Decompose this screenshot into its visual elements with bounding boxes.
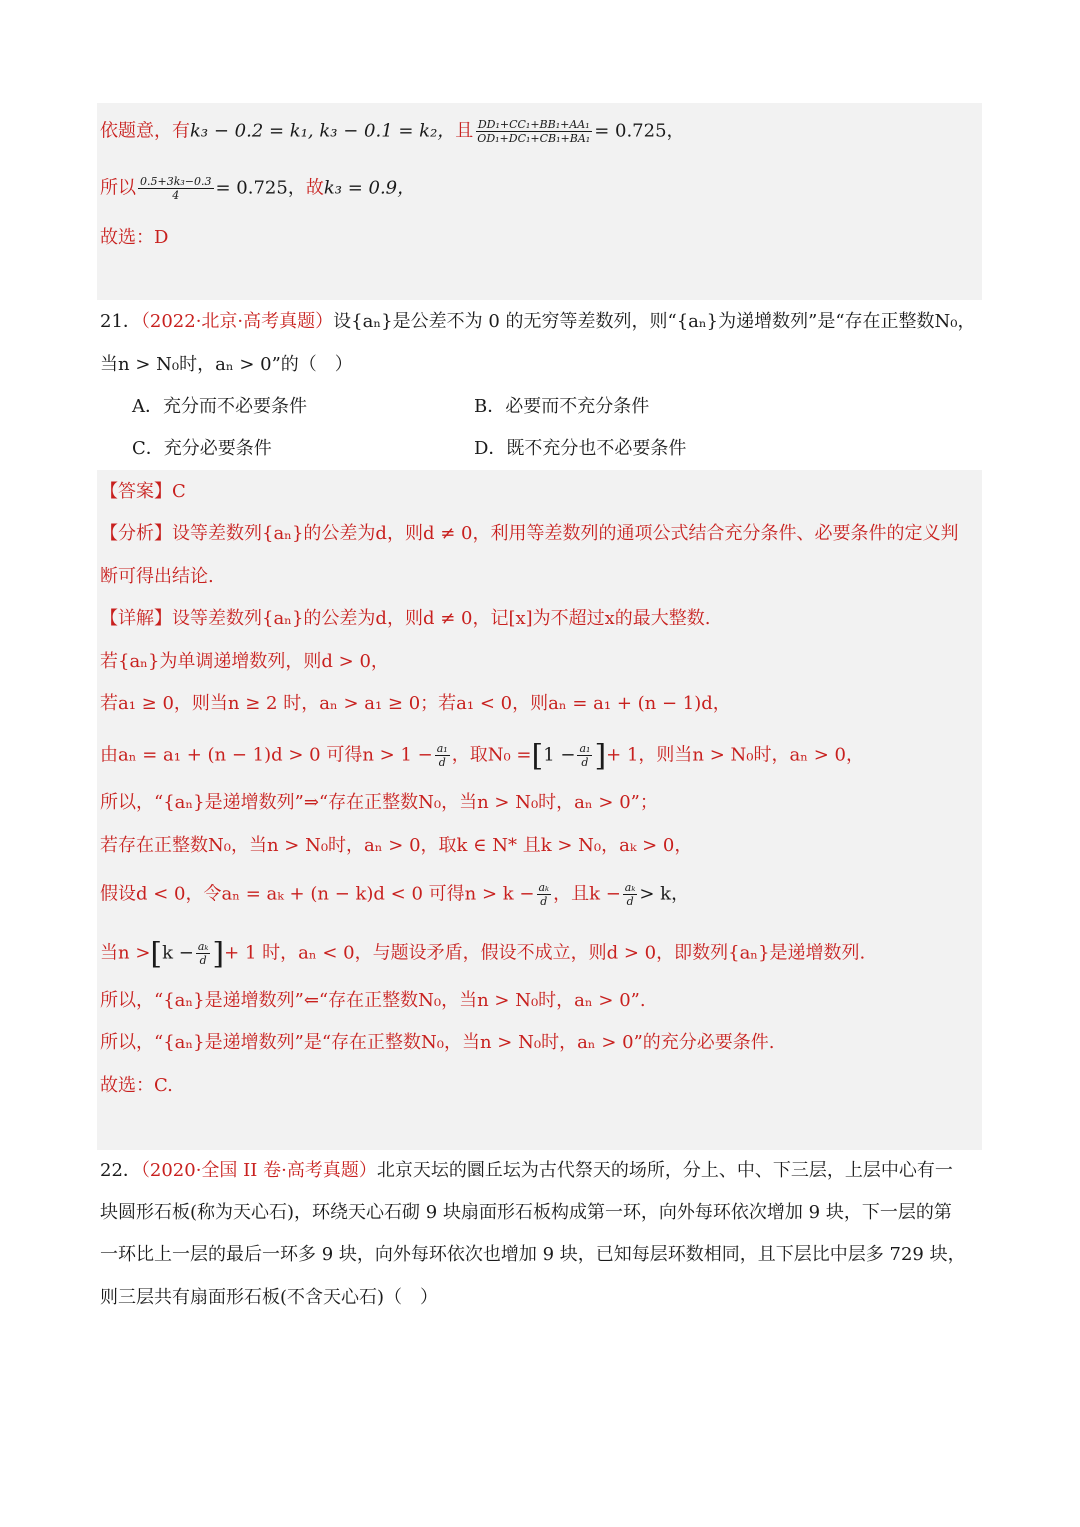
detail-line: 若存在正整数N₀，当n > N₀时，aₙ > 0，取k ∈ N* 且k > N₀，aₖ > 0，	[100, 835, 693, 856]
fraction-denominator: d	[626, 895, 634, 908]
math-expression: 1 −	[543, 744, 576, 766]
fraction-denominator: 4	[172, 189, 180, 202]
answer-line	[100, 480, 186, 504]
math-expression: k₃ = 0.9，	[323, 177, 416, 199]
option-a: A．充分而不必要条件	[132, 396, 307, 417]
fraction	[577, 742, 592, 769]
question-number: 21．	[100, 311, 141, 332]
detail-line: 若{aₙ}为单调递增数列，则d > 0，	[100, 651, 389, 672]
question-source: （2020·全国 II 卷·高考真题）	[140, 1160, 377, 1181]
detail-text: 设等差数列{aₙ}的公差为d，则d ≠ 0，记[x]为不超过x的最大整数.	[172, 608, 711, 629]
fraction-denominator: d	[438, 756, 446, 769]
detail-text: ，且k −	[553, 883, 621, 905]
fraction	[623, 881, 638, 908]
fraction-numerator: aₖ	[624, 881, 636, 894]
option-d: D．既不充分也不必要条件	[474, 438, 687, 459]
analysis-text: 设等差数列{aₙ}的公差为d，则d ≠ 0，利用等差数列的通项公式结合充分条件、必要条件的定义判	[172, 523, 959, 544]
question-number: 22．	[100, 1160, 141, 1181]
detail-line	[100, 881, 689, 908]
answer-tag: 【答案】	[100, 481, 172, 502]
question-22-stem-cont: 则三层共有扇面形石板(不含天心石)（ ）	[100, 1287, 439, 1308]
math-expression: > k，	[639, 883, 690, 905]
fraction-numerator: 0.5+3k₃−0.3	[140, 175, 212, 188]
solution-text: 所以	[100, 177, 136, 199]
math-expression: k −	[162, 942, 194, 964]
conclusion-text: 故选：D	[100, 227, 169, 248]
fraction	[537, 881, 552, 908]
detail-text: 当n >	[100, 942, 151, 964]
analysis-tag: 【分析】	[100, 523, 172, 544]
question-source: （2022·北京·高考真题）	[140, 311, 334, 332]
analysis-line	[100, 522, 958, 546]
detail-text: + 1，则当n > N₀时，aₙ > 0，	[606, 744, 864, 766]
left-bracket: [	[531, 738, 544, 774]
question-text: 设{aₙ}是公差不为 0 的无穷等差数列，则“{aₙ}为递增数列”是“存在正整数N₀，	[333, 311, 976, 332]
detail-line: 若a₁ ≥ 0，则当n ≥ 2 时，aₙ > a₁ ≥ 0；若a₁ < 0，则aₙ = a₁ + (n − 1)d，	[100, 693, 731, 714]
fraction-numerator: a₁	[436, 742, 448, 755]
math-expression: = 0.725，	[215, 177, 306, 199]
fraction-denominator: d	[540, 895, 548, 908]
detail-text: 假设d < 0，令aₙ = aₖ + (n − k)d < 0 可得n > k −	[100, 883, 535, 905]
detail-text: 由aₙ = a₁ + (n − 1)d > 0 可得n > 1 −	[100, 744, 433, 766]
question-text: 北京天坛的圜丘坛为古代祭天的场所，分上、中、下三层，上层中心有一	[376, 1160, 953, 1181]
detail-tag: 【详解】	[100, 608, 172, 629]
question-22-stem-cont: 块圆形石板(称为天心石)，环绕天心石砌 9 块扇面形石板构成第一环，向外每环依次增加 9 块，下一层的第	[100, 1202, 952, 1223]
detail-line	[100, 738, 864, 774]
fraction-denominator: d	[581, 756, 589, 769]
question-21-stem	[100, 310, 975, 334]
right-bracket: ]	[594, 738, 607, 774]
math-expression: k₃ − 0.2 = k₁, k₃ − 0.1 = k₂，	[190, 120, 456, 142]
fraction	[475, 118, 592, 145]
detail-line	[100, 936, 866, 972]
option-c: C．充分必要条件	[132, 438, 272, 459]
solution-text: 且	[455, 120, 474, 142]
question-22-stem-cont: 一环比上一层的最后一环多 9 块，向外每环依次也增加 9 块，已知每层环数相同，且下层比中层多 729 块，	[100, 1244, 966, 1265]
detail-text: + 1 时，aₙ < 0，与题设矛盾，假设不成立，则d > 0，即数列{aₙ}是递增数列.	[224, 942, 866, 964]
detail-line: 所以，“{aₙ}是递增数列”⇒“存在正整数N₀，当n > N₀时，aₙ > 0”；	[100, 792, 658, 813]
solution-text: 故	[305, 177, 324, 199]
fraction-numerator: DD₁+CC₁+BB₁+AA₁	[477, 118, 590, 131]
solution-text: 依题意，有	[100, 120, 190, 142]
conclusion-text: 故选：C.	[100, 1075, 173, 1096]
solution-line	[100, 175, 415, 202]
fraction-denominator: d	[199, 954, 207, 967]
answer-value: C	[172, 481, 186, 502]
fraction-numerator: aₖ	[538, 881, 550, 894]
math-expression: = 0.725，	[594, 120, 685, 142]
fraction	[435, 742, 450, 769]
option-b: B．必要而不充分条件	[474, 396, 650, 417]
fraction	[196, 940, 211, 967]
detail-text: ，取N₀ =	[451, 744, 532, 766]
right-bracket: ]	[212, 936, 225, 972]
analysis-line-cont: 断可得出结论.	[100, 566, 214, 587]
fraction	[138, 175, 214, 202]
detail-line: 所以，“{aₙ}是递增数列”是“存在正整数N₀，当n > N₀时，aₙ > 0”的充分必要条件.	[100, 1032, 775, 1053]
fraction-numerator: a₁	[579, 742, 591, 755]
question-22-stem	[100, 1159, 953, 1183]
question-21-stem-cont: 当n > N₀时，aₙ > 0”的（ ）	[100, 354, 353, 375]
solution-line	[100, 118, 685, 145]
detail-line: 所以，“{aₙ}是递增数列”⇐“存在正整数N₀，当n > N₀时，aₙ > 0”.	[100, 990, 646, 1011]
fraction-denominator: OD₁+DC₁+CB₁+BA₁	[477, 132, 591, 145]
left-bracket: [	[150, 936, 163, 972]
fraction-numerator: aₖ	[197, 940, 209, 953]
detail-line	[100, 607, 711, 631]
